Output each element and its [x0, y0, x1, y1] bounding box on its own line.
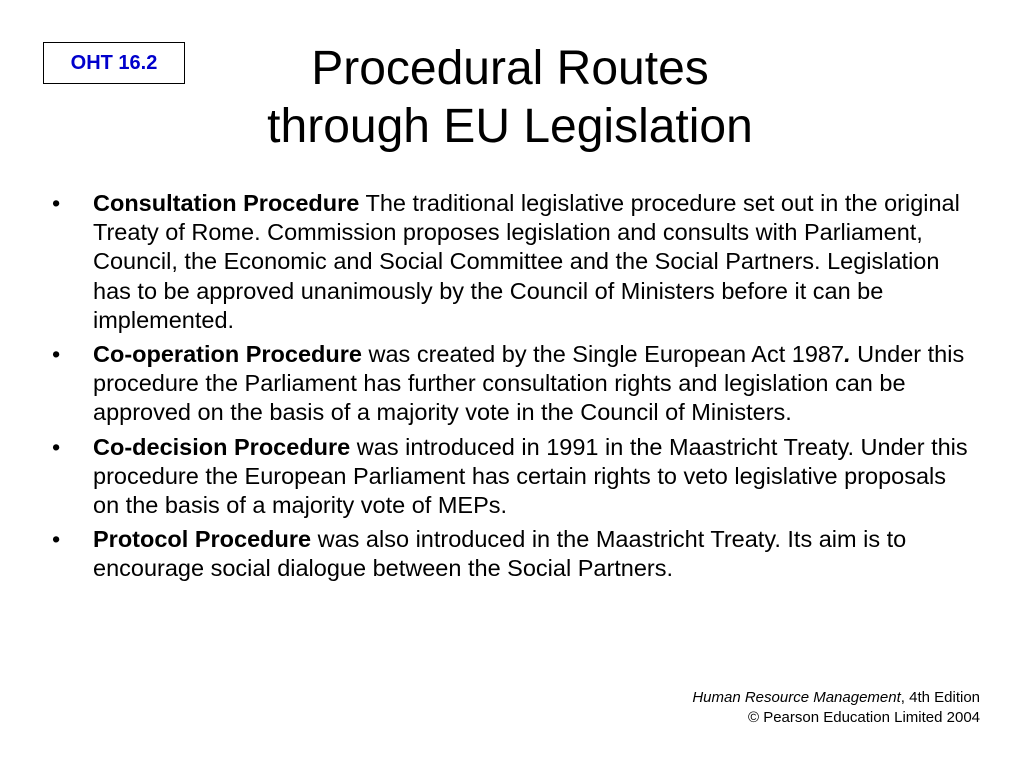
bullet-term: Protocol Procedure [93, 526, 312, 553]
slide-title [140, 40, 880, 156]
footer-book-line [692, 688, 980, 708]
bullet-text-emphasis: . [844, 341, 851, 368]
bullet-item-protocol [52, 525, 977, 583]
bullet-text: was created by the Single European Act 1987 [361, 341, 845, 368]
footer-edition: , 4th Edition [900, 689, 980, 706]
bullet-icon: • [52, 341, 61, 368]
slide-number-label: OHT 16.2 [43, 42, 185, 84]
bullet-text: was introduced in 1991 in the Maastricht Treaty. Under this procedure the European Parliament has certain rights to veto legislative proposals on the basis of a majority vote of MEPs. [93, 433, 968, 519]
footer-book-title: Human Resource Management [692, 689, 901, 706]
bullet-term: Co-decision Procedure [93, 433, 351, 460]
footer [692, 688, 980, 728]
bullet-icon: • [52, 190, 61, 216]
bullet-text: was also introduced in the Maastricht Treaty. Its aim is to encourage social dialogue between the Social Partners. [93, 526, 907, 582]
bullet-item-co-decision [52, 433, 977, 521]
bullet-list [52, 189, 977, 589]
bullet-item-co-operation [52, 340, 977, 428]
slide-title-line-2: through EU Legislation [267, 100, 753, 153]
bullet-text: Under this procedure the Parliament has further consultation rights and legislation can be approved on the basis of a majority vote in the Council of Ministers. [93, 341, 965, 426]
bullet-icon: • [52, 433, 61, 460]
bullet-item-consultation [52, 189, 977, 335]
footer-copyright: © Pearson Education Limited 2004 [747, 709, 980, 726]
bullet-term: Consultation Procedure [93, 190, 360, 216]
bullet-icon: • [52, 526, 61, 553]
bullet-term: Co-operation Procedure [93, 341, 362, 368]
bullet-text: The traditional legislative procedure set out in the original Treaty of Rome. Commission proposes legislation and consults with Parliament, Council, the Economic and Social Committee and the Social Partners. Legislation has to be approved unanimously by the Council of Ministers before it can be implemented. [93, 190, 960, 333]
slide-title-line-1: Procedural Routes [311, 42, 709, 95]
